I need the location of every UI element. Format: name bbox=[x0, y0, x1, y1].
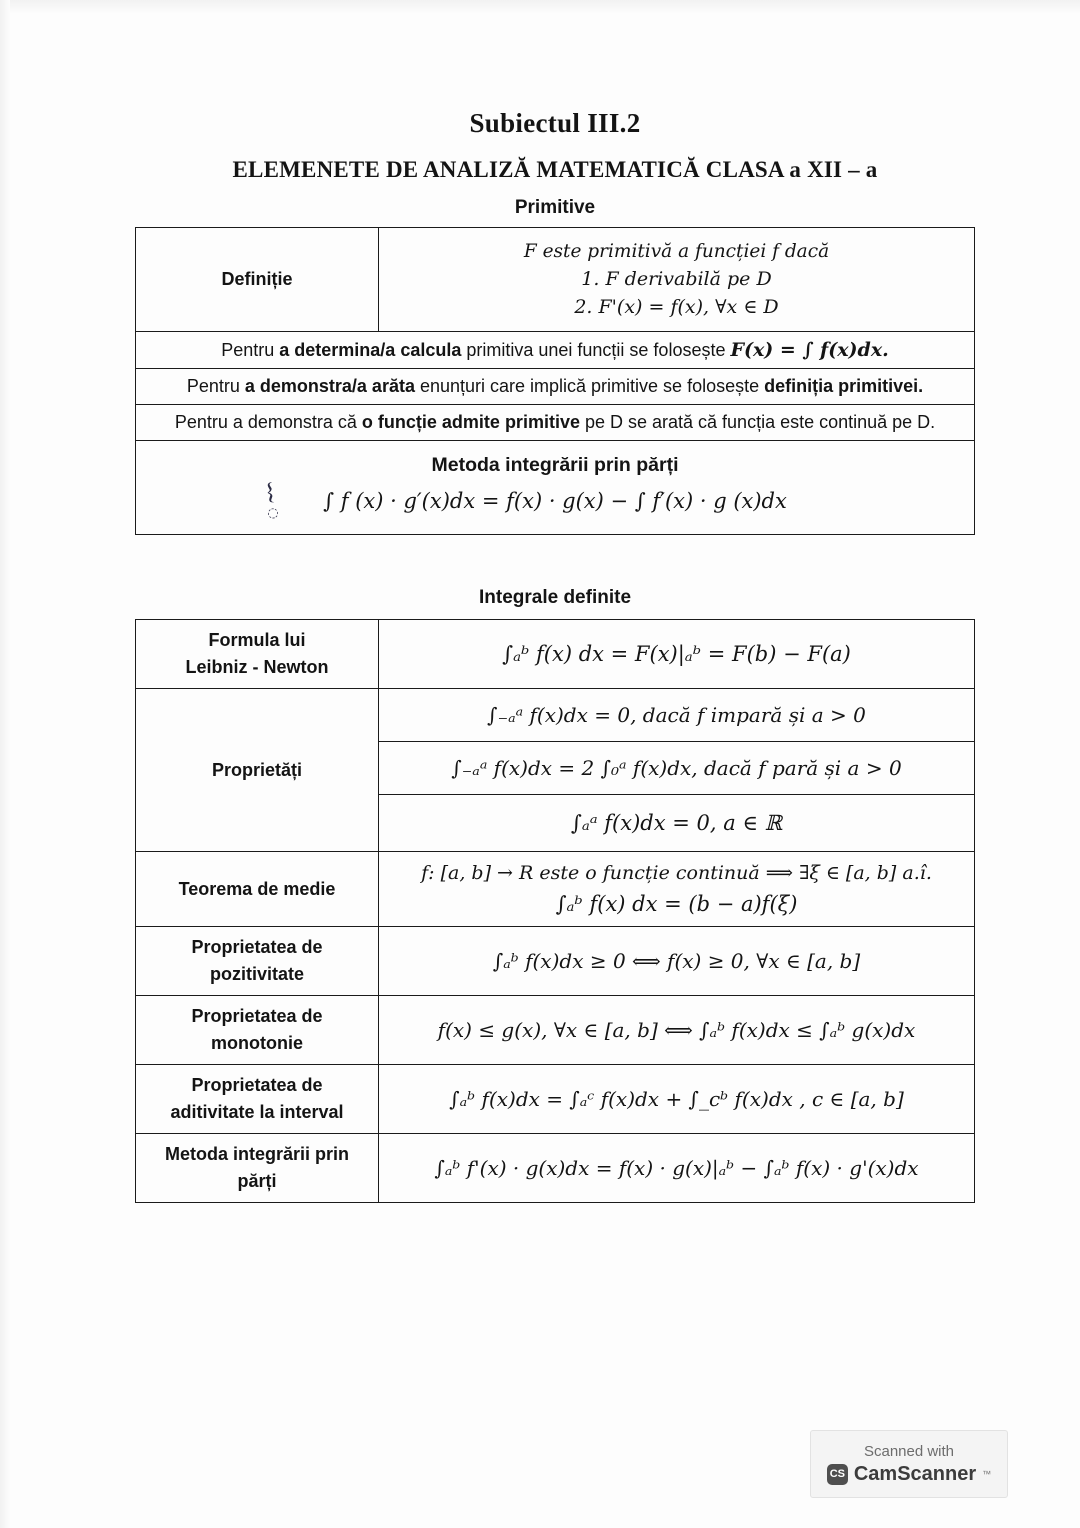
table-row bbox=[136, 620, 975, 689]
row-determina-part1: Pentru bbox=[221, 340, 280, 360]
document-content bbox=[135, 108, 975, 1203]
row-demonstra-part3: enunțuri care implică primitive se folosește bbox=[414, 376, 765, 396]
row-determina-part2: a determina/a calcula bbox=[279, 340, 462, 360]
table-row bbox=[136, 689, 975, 742]
page-title: Subiectul III.2 bbox=[469, 108, 641, 138]
label-line-2: pozitivitate bbox=[209, 964, 304, 984]
definition-head: F este primitivă a funcției f dacă bbox=[523, 241, 830, 262]
label-line-1: Proprietatea de bbox=[191, 937, 323, 957]
row-label-leibniz-newton bbox=[136, 620, 379, 689]
row-demonstra-part1: Pentru bbox=[186, 376, 245, 396]
row-label-aditivitate bbox=[136, 1065, 379, 1134]
label-line-2: părți bbox=[237, 1171, 277, 1191]
formula-teorema-medie bbox=[379, 852, 975, 927]
parti-formula: ∫ f (x) · g′(x)dx = f(x) · g(x) − ∫ f′(x) · g (x)dx bbox=[323, 489, 787, 513]
watermark-line-1: Scanned with bbox=[863, 1442, 955, 1460]
table-row bbox=[136, 228, 975, 332]
table-row bbox=[136, 441, 975, 535]
watermark-app-name: CamScanner bbox=[853, 1462, 977, 1485]
formula-proprietate-impara: ∫₋ₐᵃ f(x)dx = 0, dacă f impară și a > 0 bbox=[379, 689, 975, 742]
formula-integrare-parti: ∫ₐᵇ f'(x) · g(x)dx = f(x) · g(x)|ₐᵇ − ∫ₐᵇ f(x) · g'(x)dx bbox=[379, 1134, 975, 1203]
formula-pozitivitate: ∫ₐᵇ f(x)dx ≥ 0 ⟺ f(x) ≥ 0, ∀x ∈ [a, b] bbox=[379, 927, 975, 996]
definition-item-1: 1. F derivabilă pe D bbox=[581, 268, 772, 290]
handwritten-mark: 𝄔 ◌ bbox=[265, 478, 280, 522]
scan-edge-left bbox=[0, 0, 10, 1528]
row-determina-part3: primitiva unei funcții se folosește bbox=[461, 340, 731, 360]
label-line-1: Metoda integrării prin bbox=[164, 1144, 350, 1164]
row-label-proprietati: Proprietăți bbox=[136, 689, 379, 852]
teorema-medie-line-2: ∫ₐᵇ f(x) dx = (b − a)f(ξ) bbox=[555, 892, 798, 916]
row-label-pozitivitate bbox=[136, 927, 379, 996]
table-row bbox=[136, 1065, 975, 1134]
camscanner-watermark bbox=[810, 1430, 1008, 1498]
camscanner-icon: CS bbox=[827, 1464, 848, 1485]
parti-cell bbox=[136, 441, 975, 535]
row-label-integrare-parti bbox=[136, 1134, 379, 1203]
label-line-1: Formula lui bbox=[208, 630, 306, 650]
scan-edge-top bbox=[0, 0, 1080, 14]
label-line-1: Proprietatea de bbox=[191, 1006, 323, 1026]
table-row bbox=[136, 405, 975, 441]
formula-leibniz-newton: ∫ₐᵇ f(x) dx = F(x)|ₐᵇ = F(b) − F(a) bbox=[379, 620, 975, 689]
label-line-2: aditivitate la interval bbox=[170, 1102, 344, 1122]
table-row bbox=[136, 927, 975, 996]
row-label-monotonie bbox=[136, 996, 379, 1065]
row-determina bbox=[136, 332, 975, 369]
section-heading-primitive: Primitive bbox=[514, 197, 596, 218]
row-label-teorema-medie: Teorema de medie bbox=[136, 852, 379, 927]
integrale-table bbox=[135, 619, 975, 1203]
row-demonstra-part4: definiția primitivei. bbox=[764, 376, 924, 396]
table-row bbox=[136, 369, 975, 405]
row-determina-part4: F(x) = ∫ f(x)dx. bbox=[730, 339, 889, 361]
formula-monotonie: f(x) ≤ g(x), ∀x ∈ [a, b] ⟺ ∫ₐᵇ f(x)dx ≤ ∫ₐᵇ g(x)dx bbox=[379, 996, 975, 1065]
row-admite bbox=[136, 405, 975, 441]
section-heading-integrale: Integrale definite bbox=[478, 587, 632, 608]
page-subtitle: ELEMENETE DE ANALIZĂ MATEMATICĂ CLASA a XII – a bbox=[232, 157, 878, 182]
definition-cell bbox=[379, 228, 975, 332]
definition-item-2: 2. F'(x) = f(x), ∀x ∈ D bbox=[574, 296, 779, 318]
parti-heading: Metoda integrării prin părți bbox=[431, 454, 679, 476]
watermark-trademark: ™ bbox=[982, 1469, 992, 1479]
row-admite-part2: o funcție admite primitive bbox=[361, 412, 580, 432]
table-row bbox=[136, 1134, 975, 1203]
label-line-2: Leibniz - Newton bbox=[185, 657, 329, 677]
table-row bbox=[136, 852, 975, 927]
formula-aditivitate: ∫ₐᵇ f(x)dx = ∫ₐᶜ f(x)dx + ∫_cᵇ f(x)dx , c ∈ [a, b] bbox=[379, 1065, 975, 1134]
row-demonstra bbox=[136, 369, 975, 405]
label-line-1: Proprietatea de bbox=[191, 1075, 323, 1095]
row-admite-part1: Pentru a demonstra că bbox=[174, 412, 362, 432]
table-row bbox=[136, 332, 975, 369]
definition-label: Definiție bbox=[136, 228, 379, 332]
teorema-medie-line-1: f: [a, b] → R este o funcție continuă ⟹ ∃ξ ∈ [a, b] a.î. bbox=[421, 862, 932, 884]
formula-proprietate-para: ∫₋ₐᵃ f(x)dx = 2 ∫₀ᵃ f(x)dx, dacă f pară și a > 0 bbox=[379, 742, 975, 795]
primitive-table bbox=[135, 227, 975, 535]
table-row bbox=[136, 996, 975, 1065]
formula-proprietate-aa: ∫ₐᵃ f(x)dx = 0, a ∈ ℝ bbox=[379, 795, 975, 852]
row-demonstra-part2: a demonstra/a arăta bbox=[244, 376, 415, 396]
label-line-2: monotonie bbox=[211, 1033, 303, 1053]
row-admite-part3: pe D se arată că funcția este continuă pe D. bbox=[579, 412, 936, 432]
